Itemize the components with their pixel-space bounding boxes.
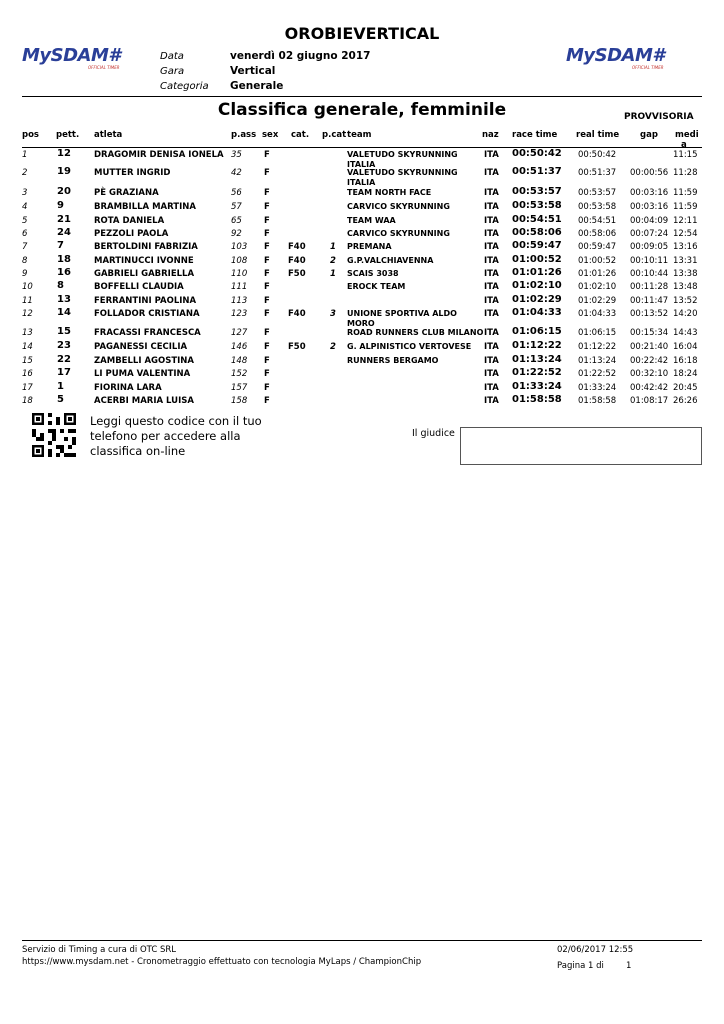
cell-real-time: 00:54:51 — [578, 216, 617, 226]
judge-label: Il giudice — [412, 428, 455, 439]
cell-media: 16:18 — [673, 356, 698, 366]
cell-race-time: 00:53:58 — [512, 200, 562, 211]
cell-sex: F — [264, 229, 270, 239]
cell-sex: F — [264, 269, 270, 279]
cell-atleta: GABRIELI GABRIELLA — [94, 269, 195, 279]
qr-instructions — [90, 414, 262, 459]
qr-text-line: Leggi questo codice con il tuo — [90, 414, 262, 428]
footer-page-label: Pagina 1 di — [557, 961, 604, 971]
cell-team: TEAM NORTH FACE — [347, 188, 432, 197]
cell-real-time: 00:58:06 — [578, 229, 617, 239]
cell-race-time: 00:59:47 — [512, 240, 562, 251]
cell-cat: F50 — [288, 269, 306, 279]
cell-media: 20:45 — [673, 383, 698, 393]
cell-naz: ITA — [484, 369, 499, 379]
cell-pos: 5 — [22, 216, 28, 226]
cell-pett: 12 — [57, 148, 71, 159]
cell-real-time: 00:53:58 — [578, 202, 617, 212]
cell-race-time: 01:01:26 — [512, 267, 562, 278]
cell-media: 13:31 — [673, 256, 698, 266]
cell-atleta: BERTOLDINI FABRIZIA — [94, 242, 198, 252]
cell-pos: 2 — [22, 168, 28, 178]
cell-gap: 00:13:52 — [630, 309, 669, 319]
cell-naz: ITA — [484, 328, 499, 338]
qr-text-line: classifica on-line — [90, 444, 186, 458]
logo-tagline: OFFICIAL TIMER — [88, 65, 120, 70]
cell-atleta: ROTA DANIELA — [94, 216, 165, 226]
cell-race-time: 00:51:37 — [512, 166, 562, 177]
cell-pos: 6 — [22, 229, 28, 239]
cell-sex: F — [264, 356, 270, 366]
cell-race-time: 01:33:24 — [512, 381, 562, 392]
cell-race-time: 01:58:58 — [512, 394, 562, 405]
cell-gap: 00:03:16 — [630, 188, 669, 198]
cell-real-time: 01:04:33 — [578, 309, 617, 319]
cell-media: 14:20 — [673, 309, 698, 319]
cell-gap: 00:00:56 — [630, 168, 669, 178]
cell-pass: 157 — [231, 383, 248, 393]
meta-value-data: venerdì 02 giugno 2017 — [230, 50, 371, 62]
cell-real-time: 01:02:10 — [578, 282, 617, 292]
footer-service: Servizio di Timing a cura di OTC SRL — [22, 945, 177, 955]
cell-team-line2: ITALIA — [347, 178, 376, 187]
logo-word-sdam: SDAM — [594, 45, 653, 66]
cell-pos: 13 — [22, 328, 33, 338]
cell-real-time: 01:13:24 — [578, 356, 617, 366]
logo-word-my: My — [566, 45, 595, 66]
cell-sex: F — [264, 396, 270, 406]
cell-naz: ITA — [484, 216, 499, 226]
ranking-title: Classifica generale, femminile — [217, 100, 507, 120]
cell-naz: ITA — [484, 150, 499, 160]
col-naz: naz — [482, 130, 499, 140]
cell-cat: F40 — [288, 256, 306, 266]
cell-gap: 01:08:17 — [630, 396, 669, 406]
cell-gap: 00:11:47 — [630, 296, 669, 306]
meta-label-data: Data — [160, 51, 184, 62]
cell-pett: 7 — [57, 240, 64, 251]
cell-sex: F — [264, 296, 270, 306]
cell-real-time: 01:58:58 — [578, 396, 617, 406]
footer-website: https://www.mysdam.net - Cronometraggio effettuato con tecnologia MyLaps / ChampionChip — [22, 957, 422, 967]
meta-value-gara: Vertical — [230, 65, 276, 77]
logo-word-my: My — [22, 45, 51, 66]
cell-cat: F50 — [288, 342, 306, 352]
cell-team: G.P.VALCHIAVENNA — [347, 256, 434, 265]
cell-race-time: 00:54:51 — [512, 214, 562, 225]
cell-naz: ITA — [484, 309, 499, 319]
logo-word-sdam: SDAM — [50, 45, 109, 66]
cell-team: ROAD RUNNERS CLUB MILANO — [347, 328, 484, 337]
cell-pass: 123 — [231, 309, 248, 319]
cell-pett: 18 — [57, 254, 71, 265]
cell-media: 13:16 — [673, 242, 698, 252]
cell-race-time: 01:06:15 — [512, 326, 562, 337]
cell-pcat: 2 — [330, 342, 336, 352]
cell-pass: 57 — [231, 202, 242, 212]
cell-pass: 127 — [231, 328, 248, 338]
cell-atleta: BRAMBILLA MARTINA — [94, 202, 196, 212]
cell-media: 11:59 — [673, 188, 698, 198]
cell-sex: F — [264, 328, 270, 338]
cell-sex: F — [264, 309, 270, 319]
cell-gap: 00:42:42 — [630, 383, 669, 393]
cell-pass: 146 — [231, 342, 248, 352]
col-race-time: race time — [512, 130, 558, 140]
cell-pos: 16 — [22, 369, 33, 379]
cell-pos: 17 — [22, 383, 33, 393]
cell-pos: 7 — [22, 242, 28, 252]
cell-pass: 92 — [231, 229, 242, 239]
cell-race-time: 01:12:22 — [512, 340, 562, 351]
cell-real-time: 01:22:52 — [578, 369, 617, 379]
cell-race-time: 00:53:57 — [512, 186, 562, 197]
cell-real-time: 01:33:24 — [578, 383, 617, 393]
cell-cat: F40 — [288, 309, 306, 319]
cell-race-time: 01:04:33 — [512, 307, 562, 318]
cell-pett: 17 — [57, 367, 71, 378]
cell-naz: ITA — [484, 229, 499, 239]
cell-pos: 4 — [22, 202, 28, 212]
cell-sex: F — [264, 369, 270, 379]
header-divider — [22, 96, 702, 97]
cell-pass: 148 — [231, 356, 248, 366]
col-pett: pett. — [56, 130, 80, 140]
cell-pass: 152 — [231, 369, 248, 379]
status-badge: PROVVISORIA — [624, 112, 694, 122]
col-pcat: p.cat — [322, 130, 347, 140]
cell-real-time: 00:59:47 — [578, 242, 617, 252]
cell-naz: ITA — [484, 396, 499, 406]
cell-race-time: 00:58:06 — [512, 227, 562, 238]
cell-pos: 3 — [22, 188, 28, 198]
cell-naz: ITA — [484, 269, 499, 279]
cell-cat: F40 — [288, 242, 306, 252]
cell-sex: F — [264, 256, 270, 266]
cell-pos: 10 — [22, 282, 33, 292]
cell-pett: 24 — [57, 227, 71, 238]
cell-atleta: BOFFELLI CLAUDIA — [94, 282, 184, 292]
cell-real-time: 00:53:57 — [578, 188, 617, 198]
cell-pass: 103 — [231, 242, 248, 252]
cell-race-time: 01:02:29 — [512, 294, 562, 305]
cell-atleta: MARTINUCCI IVONNE — [94, 256, 194, 266]
cell-pett: 9 — [57, 200, 64, 211]
cell-pass: 110 — [231, 269, 248, 279]
cell-naz: ITA — [484, 256, 499, 266]
cell-real-time: 01:00:52 — [578, 256, 617, 266]
col-atleta: atleta — [94, 130, 123, 140]
cell-media: 18:24 — [673, 369, 698, 379]
cell-sex: F — [264, 342, 270, 352]
cell-naz: ITA — [484, 242, 499, 252]
cell-gap: 00:10:11 — [630, 256, 669, 266]
cell-pett: 20 — [57, 186, 71, 197]
mysdam-logo-left — [22, 46, 162, 68]
cell-team: VALETUDO SKYRUNNING — [347, 150, 458, 159]
cell-atleta: FERRANTINI PAOLINA — [94, 296, 197, 306]
cell-media: 16:04 — [673, 342, 698, 352]
cell-media: 13:52 — [673, 296, 698, 306]
cell-atleta: LI PUMA VALENTINA — [94, 369, 191, 379]
cell-media: 11:59 — [673, 202, 698, 212]
cell-media: 11:28 — [673, 168, 698, 178]
cell-media: 11:15 — [673, 150, 698, 160]
cell-pett: 5 — [57, 394, 64, 405]
cell-race-time: 01:13:24 — [512, 354, 562, 365]
cell-naz: ITA — [484, 383, 499, 393]
cell-team-line2: MORO — [347, 319, 375, 328]
cell-gap: 00:22:42 — [630, 356, 669, 366]
footer-divider — [22, 940, 702, 941]
col-pass: p.ass — [231, 130, 257, 140]
cell-gap: 00:11:28 — [630, 282, 669, 292]
cell-pett: 22 — [57, 354, 71, 365]
cell-team: TEAM WAA — [347, 216, 396, 225]
cell-gap: 00:21:40 — [630, 342, 669, 352]
cell-sex: F — [264, 150, 270, 160]
cell-pass: 65 — [231, 216, 242, 226]
meta-label-gara: Gara — [160, 66, 185, 77]
cell-sex: F — [264, 282, 270, 292]
cell-sex: F — [264, 216, 270, 226]
cell-pos: 8 — [22, 256, 28, 266]
cell-real-time: 00:50:42 — [578, 150, 617, 160]
cell-real-time: 01:06:15 — [578, 328, 617, 338]
col-gap: gap — [640, 130, 658, 140]
cell-pett: 1 — [57, 381, 64, 392]
cell-sex: F — [264, 383, 270, 393]
cell-team: CARVICO SKYRUNNING — [347, 202, 450, 211]
logo-tagline: OFFICIAL TIMER — [632, 65, 664, 70]
logo-mark: # — [108, 45, 121, 66]
cell-pass: 108 — [231, 256, 248, 266]
cell-gap: 00:03:16 — [630, 202, 669, 212]
cell-naz: ITA — [484, 342, 499, 352]
cell-atleta: PEZZOLI PAOLA — [94, 229, 169, 239]
cell-pett: 14 — [57, 307, 71, 318]
cell-pcat: 2 — [330, 256, 336, 266]
cell-media: 26:26 — [673, 396, 698, 406]
cell-team: SCAIS 3038 — [347, 269, 399, 278]
cell-race-time: 01:22:52 — [512, 367, 562, 378]
cell-naz: ITA — [484, 282, 499, 292]
cell-naz: ITA — [484, 188, 499, 198]
cell-pos: 1 — [22, 150, 28, 160]
cell-sex: F — [264, 168, 270, 178]
cell-media: 12:11 — [673, 216, 698, 226]
cell-atleta: ACERBI MARIA LUISA — [94, 396, 194, 406]
cell-pcat: 1 — [330, 269, 336, 279]
cell-naz: ITA — [484, 356, 499, 366]
cell-team: VALETUDO SKYRUNNING — [347, 168, 458, 177]
cell-real-time: 01:01:26 — [578, 269, 617, 279]
event-title: OROBIEVERTICAL — [284, 24, 440, 43]
cell-atleta: PÈ GRAZIANA — [94, 188, 159, 198]
cell-pass: 113 — [231, 296, 248, 306]
cell-media: 13:38 — [673, 269, 698, 279]
judge-signature-box — [460, 427, 702, 465]
col-sex: sex — [262, 130, 279, 140]
cell-pett: 16 — [57, 267, 71, 278]
cell-pos: 9 — [22, 269, 28, 279]
cell-atleta: MUTTER INGRID — [94, 168, 171, 178]
cell-pass: 158 — [231, 396, 248, 406]
cell-race-time: 01:00:52 — [512, 254, 562, 265]
cell-pass: 35 — [231, 150, 242, 160]
cell-team: RUNNERS BERGAMO — [347, 356, 439, 365]
cell-pass: 56 — [231, 188, 242, 198]
cell-pett: 23 — [57, 340, 71, 351]
cell-gap: 00:04:09 — [630, 216, 669, 226]
cell-pett: 8 — [57, 280, 64, 291]
cell-pcat: 3 — [330, 309, 336, 319]
mysdam-logo-right — [566, 46, 706, 68]
cell-team: EROCK TEAM — [347, 282, 406, 291]
col-team: team — [347, 130, 372, 140]
cell-race-time: 01:02:10 — [512, 280, 562, 291]
col-media: medi — [675, 130, 699, 140]
cell-pos: 14 — [22, 342, 33, 352]
cell-pcat: 1 — [330, 242, 336, 252]
cell-atleta: FIORINA LARA — [94, 383, 162, 393]
qr-text-line: telefono per accedere alla — [90, 429, 241, 443]
cell-race-time: 00:50:42 — [512, 148, 562, 159]
cell-real-time: 01:12:22 — [578, 342, 617, 352]
cell-naz: ITA — [484, 202, 499, 212]
cell-atleta: FOLLADOR CRISTIANA — [94, 309, 200, 319]
cell-pass: 111 — [231, 282, 248, 292]
cell-team: G. ALPINISTICO VERTOVESE — [347, 342, 472, 351]
cell-atleta: DRAGOMIR DENISA IONELA — [94, 150, 224, 160]
cell-real-time: 01:02:29 — [578, 296, 617, 306]
logo-mark: # — [652, 45, 665, 66]
cell-team-line2: ITALIA — [347, 160, 376, 169]
footer-page-total: 1 — [626, 961, 632, 971]
cell-pos: 12 — [22, 309, 33, 319]
cell-media: 12:54 — [673, 229, 698, 239]
cell-pass: 42 — [231, 168, 242, 178]
cell-pos: 18 — [22, 396, 33, 406]
table-header-divider — [22, 147, 702, 148]
cell-team: PREMANA — [347, 242, 392, 251]
col-real-time: real time — [576, 130, 620, 140]
cell-team: UNIONE SPORTIVA ALDO — [347, 309, 457, 318]
cell-atleta: ZAMBELLI AGOSTINA — [94, 356, 194, 366]
meta-value-categoria: Generale — [230, 80, 284, 92]
meta-label-categoria: Categoria — [160, 81, 209, 92]
cell-pett: 15 — [57, 326, 71, 337]
cell-gap: 00:07:24 — [630, 229, 669, 239]
cell-naz: ITA — [484, 168, 499, 178]
cell-media: 14:43 — [673, 328, 698, 338]
cell-pett: 13 — [57, 294, 71, 305]
cell-gap: 00:32:10 — [630, 369, 669, 379]
col-pos: pos — [22, 130, 39, 140]
cell-gap: 00:09:05 — [630, 242, 669, 252]
col-media-wrap: a — [681, 140, 687, 150]
cell-sex: F — [264, 202, 270, 212]
cell-pos: 15 — [22, 356, 33, 366]
cell-media: 13:48 — [673, 282, 698, 292]
cell-sex: F — [264, 188, 270, 198]
cell-atleta: PAGANESSI CECILIA — [94, 342, 188, 352]
cell-pos: 11 — [22, 296, 33, 306]
cell-pett: 21 — [57, 214, 71, 225]
cell-pett: 19 — [57, 166, 71, 177]
qr-code-icon — [32, 413, 76, 457]
cell-sex: F — [264, 242, 270, 252]
cell-real-time: 00:51:37 — [578, 168, 617, 178]
footer-datetime: 02/06/2017 12:55 — [557, 945, 634, 955]
cell-naz: ITA — [484, 296, 499, 306]
cell-gap: 00:10:44 — [630, 269, 669, 279]
cell-atleta: FRACASSI FRANCESCA — [94, 328, 201, 338]
col-cat: cat. — [291, 130, 310, 140]
cell-gap: 00:15:34 — [630, 328, 669, 338]
cell-team: CARVICO SKYRUNNING — [347, 229, 450, 238]
